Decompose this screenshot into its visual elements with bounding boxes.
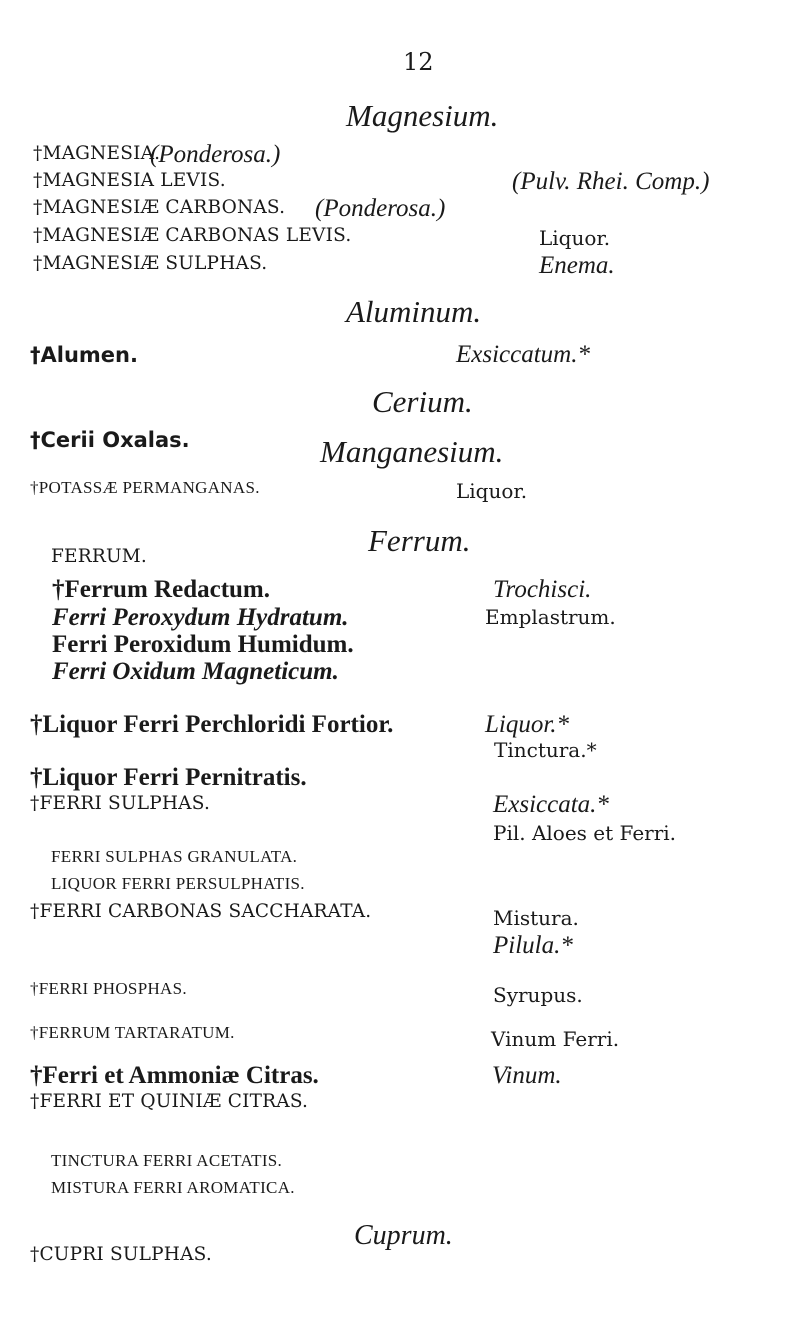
entry-ferri-carbonas-saccharata-prep: Mistura. [493, 906, 579, 930]
entry-ferri-et-ammoniae-citras-prep: Vinum. [492, 1062, 562, 1089]
entry-ferri-oxidum-magneticum: Ferri Oxidum Magneticum. [52, 658, 339, 685]
entry-magnesia-note: (Ponderosa.) [150, 141, 281, 168]
entry-pilula: Pilula.* [493, 932, 573, 959]
entry-magnesia-levis-prep: (Pulv. Rhei. Comp.) [512, 168, 710, 195]
entry-tinctura-ferri-acetatis: TINCTURA FERRI ACETATIS. [51, 1151, 283, 1170]
entry-potassae-permanganas-prep: Liquor. [456, 479, 528, 503]
entry-magnesiae-carbonas-note: (Ponderosa.) [315, 195, 446, 222]
entry-ferri-phosphas: †FERRI PHOSPHAS. [30, 979, 187, 998]
entry-ferrum-redactum: †Ferrum Redactum. [52, 576, 270, 603]
entry-ferrum: FERRUM. [51, 546, 148, 567]
entry-ferrum-tartaratum: †FERRUM TARTARATUM. [30, 1023, 235, 1042]
entry-magnesia: †MAGNESIA. [33, 143, 161, 164]
entry-ferri-sulphas-granulata: FERRI SULPHAS GRANULATA. [51, 847, 298, 866]
section-heading-aluminum: Aluminum. [346, 294, 482, 329]
entry-cerii-oxalas: †Cerii Oxalas. [30, 428, 190, 452]
entry-magnesiae-carbonas-levis: †MAGNESIÆ CARBONAS LEVIS. [33, 225, 352, 246]
entry-liquor-ferri-pernitratis: †Liquor Ferri Pernitratis. [30, 764, 307, 791]
entry-ferri-peroxydum-hydratum-prep: Emplastrum. [485, 605, 616, 629]
entry-ferri-et-ammoniae-citras: †Ferri et Ammoniæ Citras. [30, 1062, 319, 1089]
entry-magnesiae-sulphas: †MAGNESIÆ SULPHAS. [33, 253, 268, 274]
entry-magnesiae-carbonas-levis-prep: Liquor. [539, 226, 611, 250]
entry-cupri-sulphas: †CUPRI SULPHAS. [30, 1244, 212, 1265]
entry-pil-aloes-et-ferri: Pil. Aloes et Ferri. [493, 821, 677, 845]
entry-ferri-phosphas-prep: Syrupus. [493, 983, 583, 1007]
section-heading-magnesium: Magnesium. [346, 98, 499, 133]
entry-magnesiae-sulphas-prep: Enema. [539, 252, 615, 279]
entry-alumen: †Alumen. [30, 343, 138, 367]
entry-magnesia-levis: †MAGNESIA LEVIS. [33, 170, 226, 191]
entry-potassae-permanganas: †POTASSÆ PERMANGANAS. [30, 478, 260, 497]
entry-liquor-ferri-persulphatis: LIQUOR FERRI PERSULPHATIS. [51, 874, 305, 893]
entry-ferri-peroxydum-hydratum: Ferri Peroxydum Hydratum. [52, 604, 349, 631]
entry-ferri-sulphas-prep: Exsiccata.* [493, 791, 609, 818]
entry-ferri-sulphas: †FERRI SULPHAS. [30, 793, 211, 814]
entry-alumen-prep: Exsiccatum.* [456, 341, 590, 368]
entry-ferri-et-quiniae-citras: †FERRI ET QUINIÆ CITRAS. [30, 1091, 309, 1112]
entry-ferrum-tartaratum-prep: Vinum Ferri. [491, 1027, 620, 1051]
entry-mistura-ferri-aromatica: MISTURA FERRI AROMATICA. [51, 1178, 295, 1197]
entry-liquor-ferri-perchloridi-fortior-prep: Liquor.* [485, 711, 570, 738]
section-heading-ferrum: Ferrum. [368, 523, 471, 558]
entry-magnesiae-carbonas: †MAGNESIÆ CARBONAS. [33, 197, 286, 218]
section-heading-cuprum: Cuprum. [354, 1220, 453, 1251]
section-heading-manganesium: Manganesium. [320, 434, 504, 469]
entry-ferri-peroxidum-humidum: Ferri Peroxidum Humidum. [52, 631, 354, 658]
entry-tinctura: Tinctura.* [494, 738, 597, 762]
section-heading-cerium: Cerium. [372, 384, 473, 419]
page-number: 12 [403, 48, 434, 76]
entry-liquor-ferri-perchloridi-fortior: †Liquor Ferri Perchloridi Fortior. [30, 711, 394, 738]
entry-ferrum-redactum-prep: Trochisci. [493, 576, 592, 603]
entry-ferri-carbonas-saccharata: †FERRI CARBONAS SACCHARATA. [30, 901, 372, 922]
